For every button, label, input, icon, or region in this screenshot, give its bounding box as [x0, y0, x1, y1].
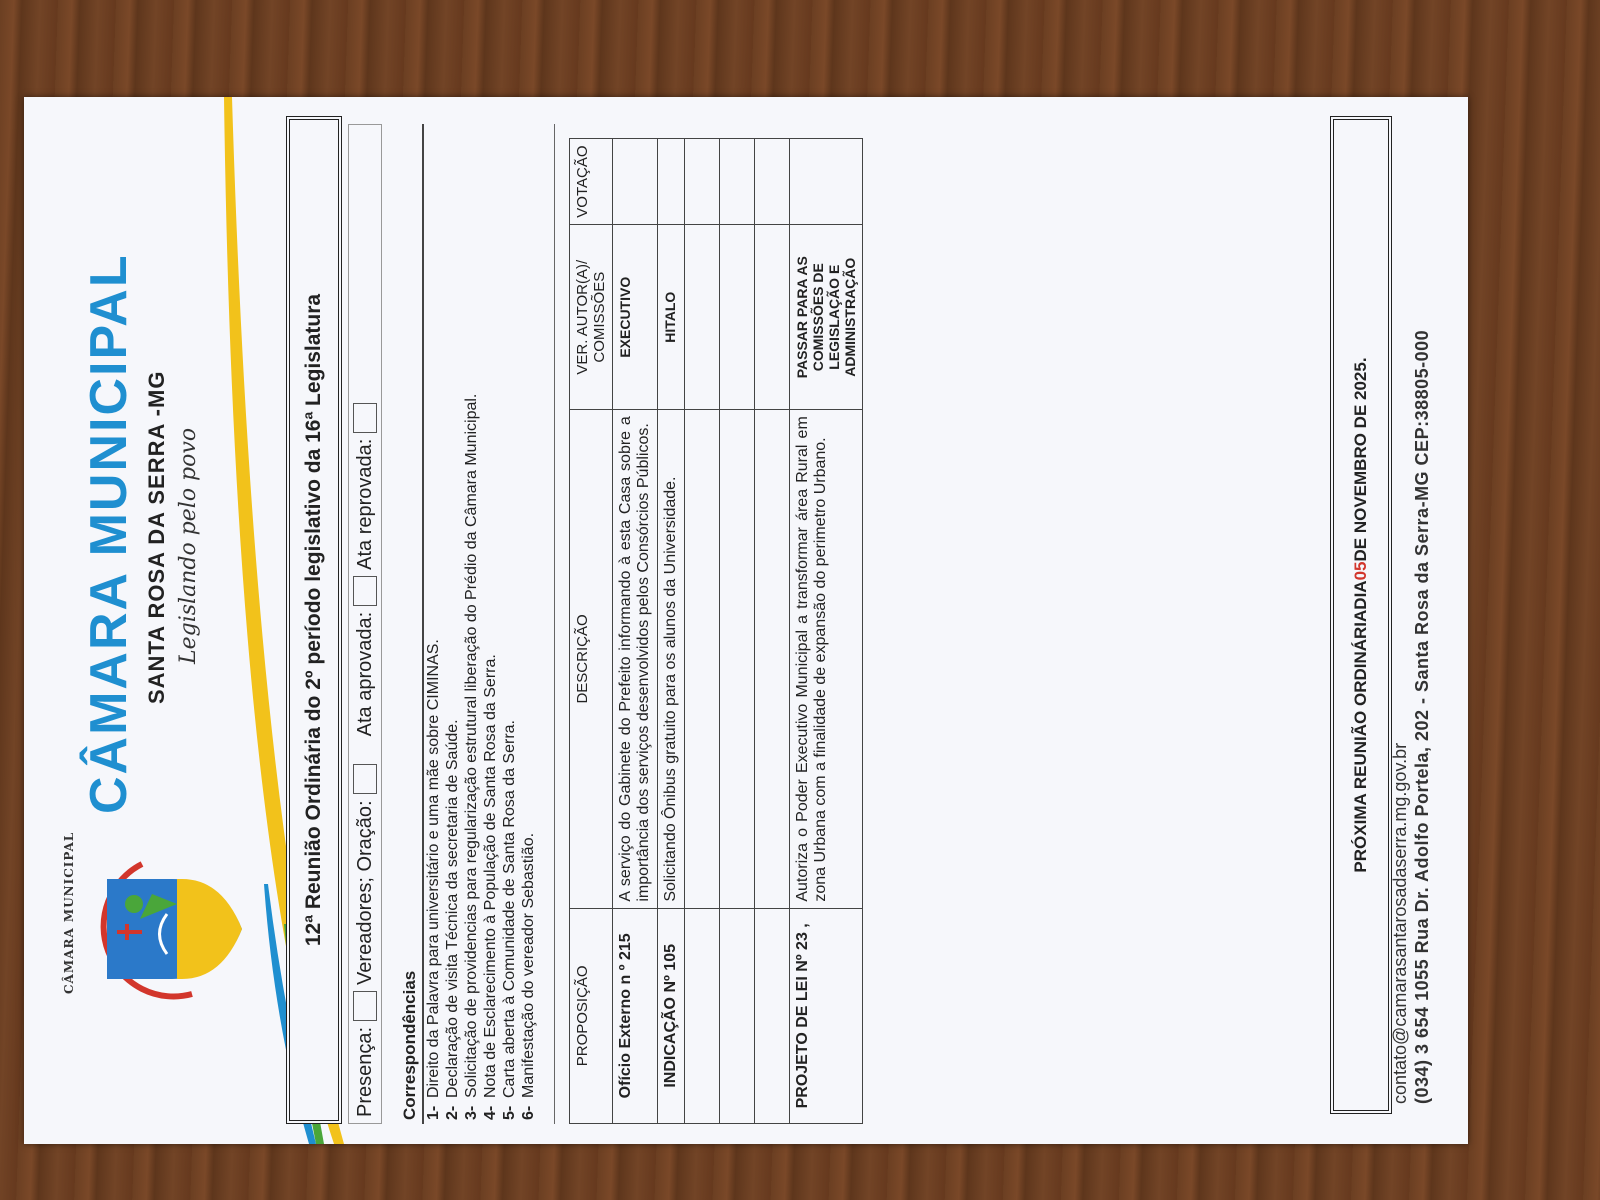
- brand-small-text: CÂMARA MUNICIPAL: [62, 831, 76, 994]
- correspondence-item: [443, 130, 462, 1120]
- correspondence-number: 5-: [501, 1105, 518, 1120]
- ata-aprovada-checkbox[interactable]: [353, 576, 377, 606]
- header-proposicao: PROPOSIÇÃO: [570, 908, 613, 1123]
- ata-reprovada-checkbox[interactable]: [353, 403, 377, 433]
- autor-cell: [685, 225, 720, 410]
- table-row: [613, 139, 658, 1124]
- table-row: [658, 139, 685, 1124]
- autor-cell: EXECUTIVO: [613, 225, 658, 410]
- votacao-cell: [720, 139, 755, 225]
- correspondence-text: Direito da Palavra para universitário e uma mãe sobre CIMINAS.: [425, 639, 442, 1098]
- document-paper: [24, 97, 1468, 1144]
- descricao-cell: A serviço do Gabinete do Prefeito informando à esta Casa sobre a importância dos serviços desenvolvidos pelos Consórcios Públicos.: [613, 410, 658, 908]
- correspondence-item: [500, 130, 519, 1120]
- footer-address: (034) 3 654 1055 Rua Dr. Adolfo Portela, 202 - Santa Rosa da Serra-MG CEP:38805-000: [1412, 329, 1432, 1104]
- autor-cell: [755, 225, 790, 410]
- votacao-cell: [685, 139, 720, 225]
- next-meeting-day: 05: [1351, 561, 1370, 581]
- autor-cell: [720, 225, 755, 410]
- next-meeting-box: [1330, 116, 1392, 1114]
- table-row: [790, 139, 863, 1124]
- table-header-row: [570, 139, 613, 1124]
- descricao-cell: [720, 410, 755, 908]
- table-row: [720, 139, 755, 1124]
- votacao-cell: [790, 139, 863, 225]
- correspondence-text: Carta aberta à Comunidade de Santa Rosa da Serra.: [501, 719, 518, 1098]
- footer-email: contato@camarasantarosadaserra.mg.gov.br: [1390, 742, 1410, 1104]
- descricao-cell: [755, 410, 790, 908]
- correspondence-item: [519, 130, 538, 1120]
- agenda-table-body: [613, 139, 863, 1124]
- descricao-cell: Solicitando Ônibus gratuito para os alunos da Universidade.: [658, 410, 685, 908]
- presence-checkbox[interactable]: [353, 991, 377, 1021]
- proposicao-cell: INDICAÇÃO Nº 105: [658, 908, 685, 1123]
- header-votacao: VOTAÇÃO: [570, 139, 613, 225]
- autor-cell: PASSAR PARA AS COMISSÕES DE LEGISLAÇÃO E ADMINISTRAÇÃO: [790, 225, 863, 410]
- correspondence-text: Solicitação de providencias para regularização estrutural liberação do Prédio da Câmara Municipal.: [463, 393, 480, 1098]
- header-autor: VER. AUTOR(A)/ COMISSÕES: [570, 225, 613, 410]
- correspondence-number: 4-: [482, 1105, 499, 1120]
- meeting-title: 12ª Reunião Ordinária do 2º período legislativo da 16ª Legislatura: [302, 293, 325, 947]
- proposicao-cell: [720, 908, 755, 1123]
- meeting-title-box: [286, 116, 342, 1124]
- proposicao-cell: [685, 908, 720, 1123]
- correspondence-item: [462, 130, 481, 1120]
- agenda-table: [569, 138, 863, 1124]
- presence-row: [348, 124, 382, 1124]
- oracao-checkbox[interactable]: [353, 764, 377, 794]
- correspondence-text: Nota de Esclarecimento à População de Santa Rosa da Serra.: [482, 654, 499, 1098]
- correspondence-item: [481, 130, 500, 1120]
- next-meeting-suffix: DE NOVEMBRO DE 2025.: [1351, 357, 1370, 562]
- slogan-text: Legislando pelo povo: [176, 427, 201, 664]
- autor-cell: HITALO: [658, 225, 685, 410]
- header-descricao: DESCRIÇÃO: [570, 410, 613, 908]
- proposicao-cell: PROJETO DE LEI Nº 23 ,: [790, 908, 863, 1123]
- correspondence-number: 3-: [463, 1105, 480, 1120]
- descricao-cell: [685, 410, 720, 908]
- correspondence-text: Declaração de visita Técnica da secretaria de Saúde.: [444, 719, 461, 1098]
- votacao-cell: [658, 139, 685, 225]
- ata-aprovada-label: Ata aprovada:: [353, 611, 376, 737]
- presence-label: Presença:: [353, 1026, 376, 1117]
- correspondence-item: [424, 130, 443, 1120]
- votacao-cell: [613, 139, 658, 225]
- proposicao-cell: [755, 908, 790, 1123]
- proposicao-cell: Ofício Externo n º 215: [613, 908, 658, 1123]
- descricao-cell: Autoriza o Poder Executivo Municipal a transformar área Rural em zona Urbana com a finalidade de expansão do perimetro Urbano.: [790, 410, 863, 908]
- correspondence-heading: Correspondências: [396, 124, 424, 1124]
- correspondence-number: 6-: [520, 1105, 537, 1120]
- brand-title: CÂMARA MUNICIPAL: [80, 253, 138, 814]
- correspondence-number: 1-: [425, 1105, 442, 1120]
- table-row: [755, 139, 790, 1124]
- correspondence-divider: [554, 124, 555, 1124]
- ata-reprovada-label: Ata reprovada:: [353, 438, 376, 570]
- correspondence-text: Manifestação do vereador Sebastião.: [520, 832, 537, 1098]
- correspondence-list: [424, 130, 538, 1120]
- correspondence-number: 2-: [444, 1105, 461, 1120]
- document-page: [24, 97, 1468, 1144]
- votacao-cell: [755, 139, 790, 225]
- vereadores-label: Vereadores; Oração:: [353, 800, 376, 985]
- table-row: [685, 139, 720, 1124]
- city-subtitle: SANTA ROSA DA SERRA -MG: [144, 370, 169, 704]
- next-meeting-prefix: PRÓXIMA REUNIÃO ORDINÁRIADIA: [1351, 580, 1370, 873]
